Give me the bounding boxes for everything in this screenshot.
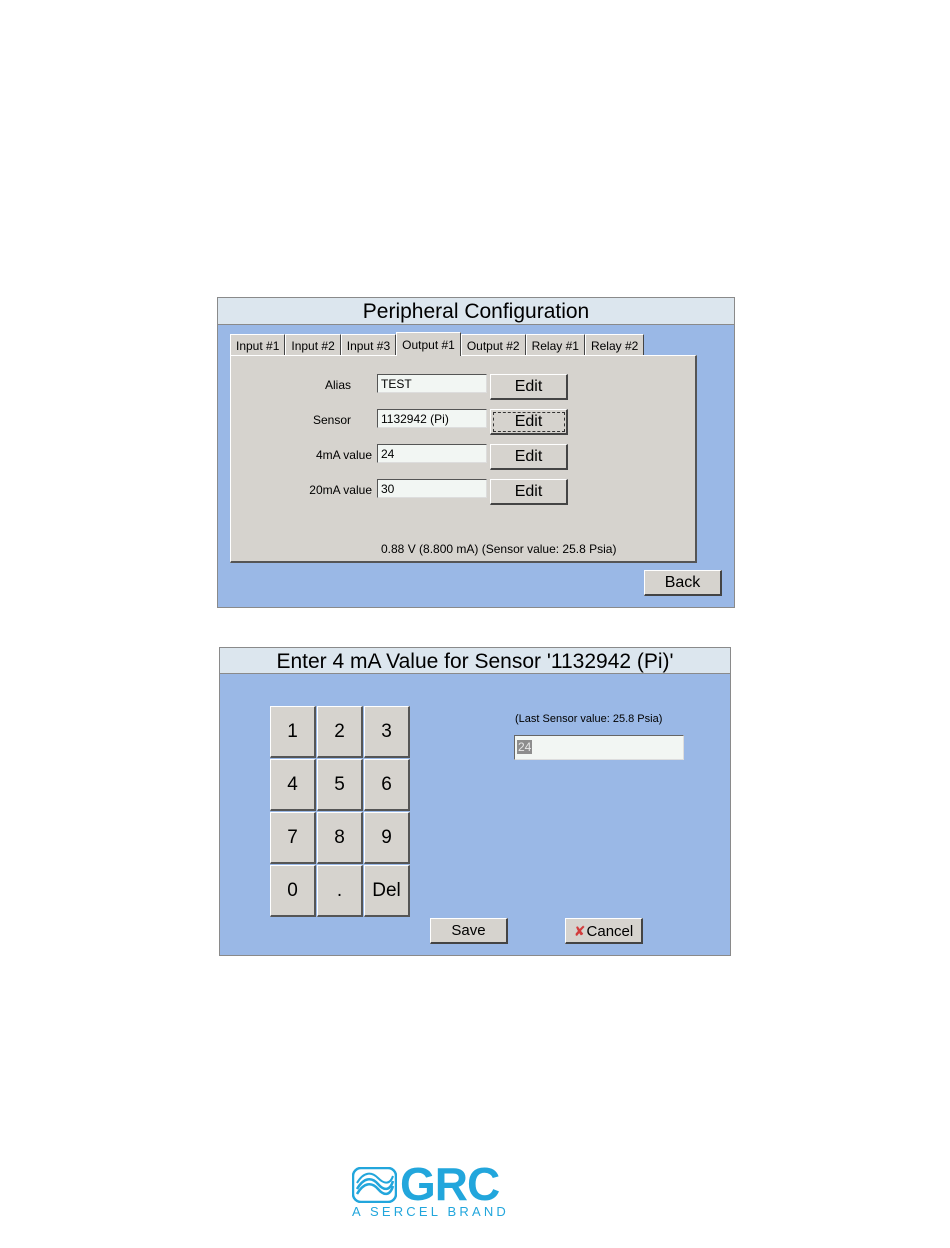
output-settings-panel <box>230 355 697 563</box>
tab-bar <box>230 332 644 356</box>
key-1[interactable]: 1 <box>270 706 316 758</box>
tab-input-3[interactable]: Input #3 <box>341 334 396 356</box>
edit-4ma-button[interactable]: Edit <box>490 444 568 470</box>
key-9[interactable]: 9 <box>364 812 410 864</box>
key-delete[interactable]: Del <box>364 865 410 917</box>
alias-label: Alias <box>324 378 351 392</box>
tab-output-2[interactable]: Output #2 <box>461 334 526 356</box>
tab-relay-2[interactable]: Relay #2 <box>585 334 644 356</box>
key-8[interactable]: 8 <box>317 812 363 864</box>
key-0[interactable]: 0 <box>270 865 316 917</box>
grc-logo <box>352 1158 542 1221</box>
sensor-field: 1132942 (Pi) <box>377 409 487 428</box>
alias-field: TEST <box>377 374 487 393</box>
brand-name: GRC <box>400 1158 500 1210</box>
key-decimal[interactable]: . <box>317 865 363 917</box>
edit-alias-button[interactable]: Edit <box>490 374 568 400</box>
key-6[interactable]: 6 <box>364 759 410 811</box>
tab-relay-1[interactable]: Relay #1 <box>526 334 585 356</box>
key-5[interactable]: 5 <box>317 759 363 811</box>
cancel-label: Cancel <box>586 923 634 940</box>
20ma-value-label: 20mA value <box>309 483 372 497</box>
grc-wave-icon <box>352 1167 397 1203</box>
edit-20ma-button[interactable]: Edit <box>490 479 568 505</box>
window-title: Peripheral Configuration <box>218 298 734 325</box>
cancel-button[interactable] <box>565 918 643 944</box>
value-input-text: 24 <box>518 740 532 754</box>
edit-sensor-button[interactable]: Edit <box>490 409 568 435</box>
value-input[interactable] <box>514 735 684 760</box>
4ma-value-label: 4mA value <box>315 448 372 462</box>
tab-input-2[interactable]: Input #2 <box>285 334 340 356</box>
20ma-value-field: 30 <box>377 479 487 498</box>
tab-input-1[interactable]: Input #1 <box>230 334 285 356</box>
enter-value-window <box>219 647 731 956</box>
sensor-label: Sensor <box>312 413 351 427</box>
key-7[interactable]: 7 <box>270 812 316 864</box>
key-3[interactable]: 3 <box>364 706 410 758</box>
tab-output-1[interactable]: Output #1 <box>396 332 461 356</box>
peripheral-configuration-window <box>217 297 735 608</box>
key-2[interactable]: 2 <box>317 706 363 758</box>
numeric-keypad <box>270 706 410 917</box>
save-button[interactable]: Save <box>430 918 508 944</box>
last-sensor-value-text: (Last Sensor value: 25.8 Psia) <box>515 713 663 725</box>
brand-tagline: A SERCEL BRAND <box>352 1204 510 1219</box>
back-button[interactable]: Back <box>644 570 722 596</box>
close-icon: ✘ <box>573 923 586 939</box>
output-status-text: 0.88 V (8.800 mA) (Sensor value: 25.8 Psia) <box>381 542 617 556</box>
4ma-value-field: 24 <box>377 444 487 463</box>
window-title: Enter 4 mA Value for Sensor '1132942 (Pi)' <box>220 648 730 674</box>
key-4[interactable]: 4 <box>270 759 316 811</box>
